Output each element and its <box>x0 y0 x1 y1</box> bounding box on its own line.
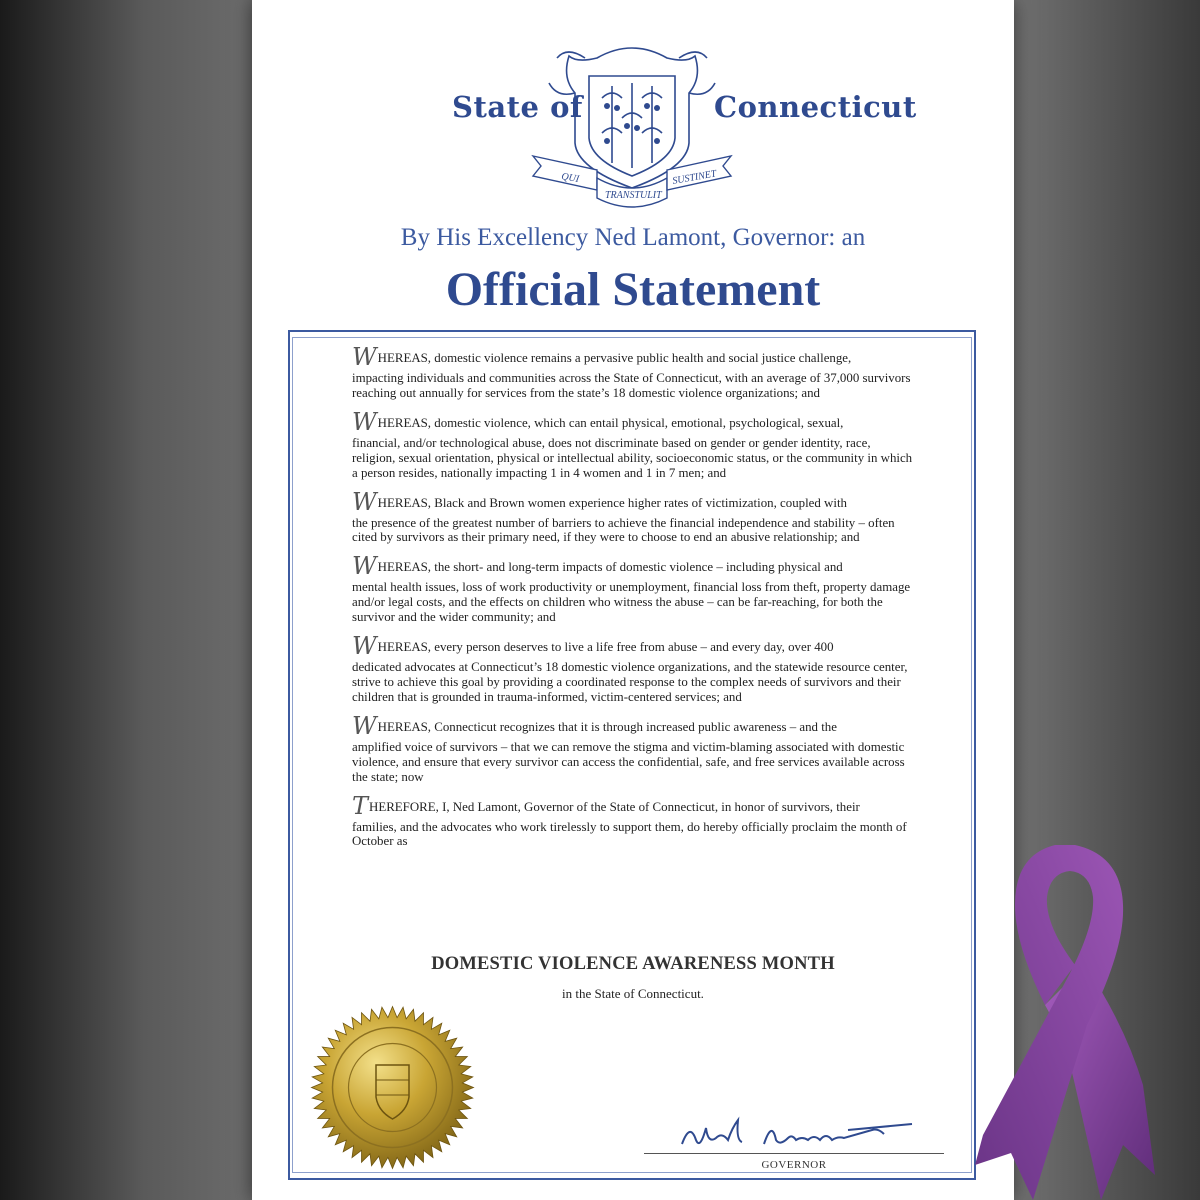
motto-word-2: TRANSTULIT <box>605 190 662 201</box>
whereas-paragraph-3 <box>352 487 917 546</box>
paragraph-lead: HEREAS, domestic violence remains a pervasive public health and social justice challenge, <box>377 351 852 365</box>
drop-cap: W <box>352 552 377 581</box>
byline: By His Excellency Ned Lamont, Governor: an <box>400 224 866 251</box>
drop-cap: W <box>352 407 377 436</box>
state-name: Connecticut <box>714 90 917 124</box>
paragraph-text: financial, and/or technological abuse, does not discriminate based on gender or gender identity, race, religion, sexual orientation, physical or intellectual ability, socioeconomic status, or the community in which a person resides, nationally impacting 1 in 4 women and 1 in 7 men; and <box>352 435 913 480</box>
proclamation-location: in the State of Connecticut. <box>562 986 704 1001</box>
paragraph-lead: HEREAS, every person deserves to live a life free from abuse – and every day, over 400 <box>377 640 834 655</box>
state-prefix: State of <box>452 90 583 124</box>
whereas-paragraph-6 <box>352 711 917 785</box>
motto-word-1: QUI <box>560 171 580 186</box>
paragraph-text: the presence of the greatest number of barriers to achieve the financial independence and stability – often cited by survivors as their primary need, if they were to choose to end an abusive relationship; and <box>352 515 895 545</box>
purple-awareness-ribbon-icon <box>975 835 1155 1200</box>
drop-cap: W <box>352 343 377 371</box>
paragraph-text: dedicated advocates at Connecticut’s 18 domestic violence organizations, and the statewide resource center, strive to achieve this goal by providing a coordinated response to the complex needs of survivors and their children that is grounded in trauma-informed, victim-centered services; and <box>352 660 908 704</box>
paragraph-text: families, and the advocates who work tirelessly to support them, do hereby officially proclaim the month of October as <box>352 819 907 849</box>
document-title: Official Statement <box>445 263 821 316</box>
paragraph-lead: HEREAS, Black and Brown women experience higher rates of victimization, coupled with <box>377 495 847 510</box>
signature-title: GOVERNOR <box>761 1159 827 1171</box>
signature-line <box>644 1153 944 1154</box>
whereas-paragraph-2 <box>352 407 917 481</box>
proclamation-body <box>352 345 917 858</box>
drop-cap: T <box>352 791 369 820</box>
drop-cap: W <box>352 487 377 516</box>
whereas-paragraph-1 <box>352 345 917 401</box>
gold-seal-icon <box>310 1005 475 1170</box>
drop-cap: W <box>352 632 377 661</box>
motto-word-3: SUSTINET <box>671 168 718 187</box>
whereas-paragraph-4 <box>352 554 917 625</box>
paragraph-lead: HEREAS, domestic violence, which can entail physical, emotional, psychological, sexual, <box>377 415 844 430</box>
paragraph-text: impacting individuals and communities across the State of Connecticut, with an average of 37,000 survivors reaching out annually for services from the state’s 18 domestic violence organizations; and <box>352 371 911 400</box>
paragraph-lead: HEREAS, the short- and long-term impacts of domestic violence – including physical and <box>377 560 843 575</box>
paragraph-lead: HEREAS, Connecticut recognizes that it is through increased public awareness – and the <box>377 719 837 734</box>
drop-cap: W <box>352 711 377 740</box>
state-crest-icon <box>527 38 737 210</box>
paragraph-text: mental health issues, loss of work productivity or unemployment, financial loss from theft, property damage and/or legal costs, and the effects on children who witness the abuse – can be far-reaching, for both the survivor and the wider community; and <box>352 580 911 625</box>
therefore-paragraph <box>352 791 917 850</box>
proclaimed-month-title: DOMESTIC VIOLENCE AWARENESS MONTH <box>431 954 835 974</box>
paragraph-text: amplified voice of survivors – that we can remove the stigma and victim-blaming associated with domestic violence, and ensure that every survivor can access the confidential, safe, and free services available across the state; now <box>352 739 905 784</box>
whereas-paragraph-5 <box>352 634 917 705</box>
paragraph-lead: HEREFORE, I, Ned Lamont, Governor of the State of Connecticut, in honor of survivors, their <box>369 799 860 814</box>
governor-signature <box>672 1110 922 1155</box>
proclamation-document <box>252 0 1014 1200</box>
